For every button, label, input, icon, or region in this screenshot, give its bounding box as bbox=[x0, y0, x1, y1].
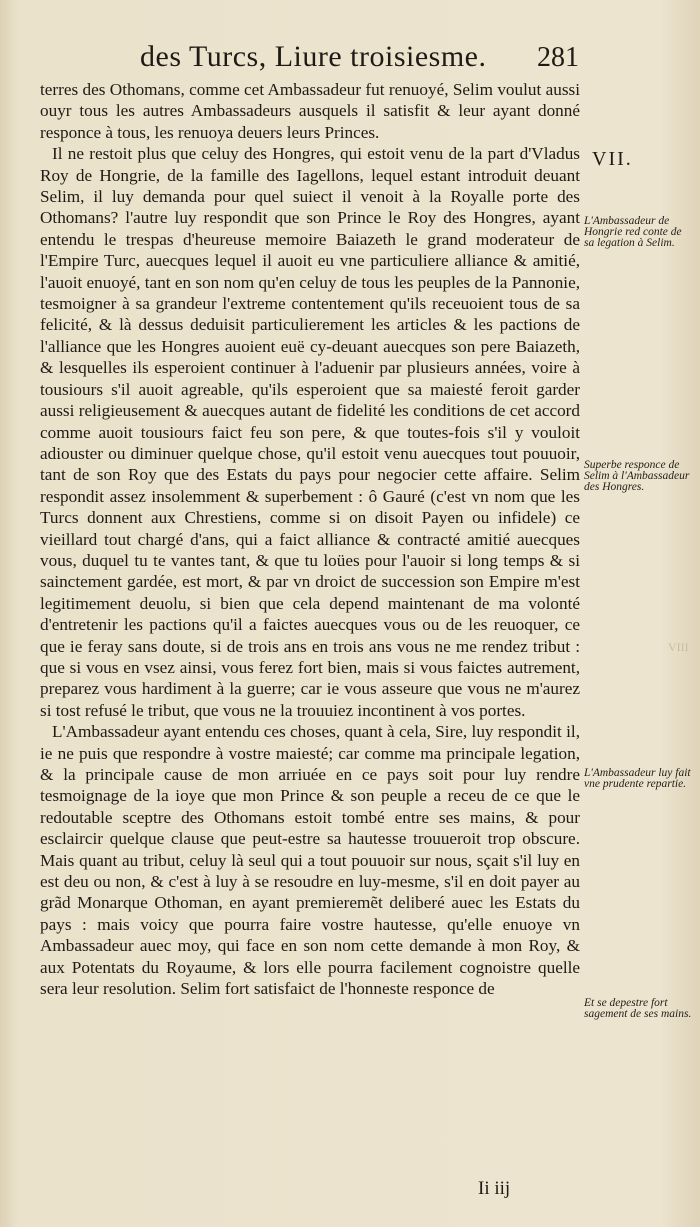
signature-mark: Ii iij bbox=[478, 1178, 511, 1199]
paragraph-ambassador-reply: L'Ambassadeur ayant entendu ces choses, quant à cela, Sire, luy respondit il, ie ne puis que respondre à vostre maiesté; car comme ma principale legation, & la principale cause de mon arriuée en ce pays soit pour luy rendre tesmoignage de la ioye que mon Prince & son peuple a receu de ce que le redoutable sceptre des Othomans estoit tombé entre ses mains, & pour esclaircir quelque clause que peut-estre sa hautesse trouueroit trop obscure. Mais quant au tribut, celuy là seul qui a tout pouuoir sur nous, sçait s'il luy en est deu ou non, & c'est à luy à se resoudre en luy-mesme, s'il en doit payer au grãd Monarque Othoman, en ayant premieremẽt deliberé auec les Estats du pays : mais voicy que pourra faire vostre hautesse, qu'elle enuoye vn Ambassadeur auec moy, qui face en son nom cette demande à mon Roy, & aux Potentats du Royaume, & lors elle pourra facilement cognoistre quelle sera leur resolution. Selim fort satisfaict de l'honneste responce de bbox=[40, 722, 580, 999]
paragraph-hungarian-embassy: Il ne restoit plus que celuy des Hongres, qui estoit venu de la part d'Vladus Roy de Hongrie, de la famille des Iagellons, lequel estant introduit deuant Selim, il luy demanda pour quel suiect il venoit à la Royalle porte des Othomans? l'autre luy respondit que son Prince le Roy des Hongres, ayant entendu le trespas d'heureuse memoire Baiazeth le grand moderateur de l'Empire Turc, auecques lequel il auoit eu vne particuliere alliance & amitié, l'auoit enuoyé, tant en son nom qu'en celuy de tous les peuples de la Pannonie, tesmoigner à sa grandeur l'extreme contentement qu'ils receuoient tous de sa felicité, & là dessus deduisit particulierement les articles & les pactions de l'alliance que les Hongres auoient euë cy-deuant auecques son pere Baiazeth, & lesquelles ils esperoient continuer à l'aduenir par plusieurs années, voire à tousiours s'il auoit agreable, qu'ils esperoient que sa maiesté feroit garder aussi religieusement & auecques autant de fidelité les conditions de cet accord comme auoit tousiours faict feu son pere, & que toutes-fois s'il y vouloit adiouster ou diminuer quelque chose, qu'il estoit venu auecques tout pouuoir, tant de son Roy que des Estats du pays pour negocier cette affaire. Selim respondit assez insolemment & superbement : ô Gauré (c'est vn nom que les Turcs donnent aux Chrestiens, comme si on disoit Payen ou infidele) ce vieillard tout chargé d'ans, qui a faict alliance & contracté amitié auecques vous, duquel tu te vantes tant, & que tu loües pour l'auoir si long temps & si sainctement gardée, est mort, & par vn droict de succession son Empire m'est legitimement deuolu, si bien que cela depend maintenant de ma volonté d'entretenir les pactions qu'il a faictes auecques vous ou de les reuoquer, ce que ie feray sans doute, si de trois ans en trois ans vous ne me rendez tribut : que si vous en vsez ainsi, vous ferez fort bien, mais si vous faictes autrement, preparez vous hardiment à la guerre; car ie vous asseure que vous ne m'aurez si tost refusé le tribut, que vous ne la trouuiez incontinent à vos portes. bbox=[40, 144, 580, 720]
running-title: des Turcs, Liure troisiesme. bbox=[140, 40, 487, 73]
main-text-block bbox=[40, 79, 580, 999]
margin-note-selim-reply: Superbe responce de Selim à l'Ambassadeur des Hongres. bbox=[584, 459, 690, 493]
paragraph-continuation: terres des Othomans, comme cet Ambassadeur fut renuoyé, Selim voulut aussi ouyr tous les autres Ambassadeurs ausquels il satisfit & leur ayant donné responce à tous, les renuoya deuers leurs Princes. bbox=[40, 80, 580, 142]
margin-note-embassy: L'Ambassadeur de Hongrie red conte de sa legation à Selim. bbox=[584, 215, 682, 249]
chapter-marker: VII. bbox=[592, 148, 633, 170]
bleed-through-mark: VIII bbox=[668, 640, 689, 654]
page-number: 281 bbox=[537, 42, 579, 73]
margin-note-escape: Et se depestre fort sagement de ses mains. bbox=[584, 997, 692, 1020]
margin-note-repartee: L'Ambassadeur luy fait vne prudente repartie. bbox=[584, 767, 691, 790]
